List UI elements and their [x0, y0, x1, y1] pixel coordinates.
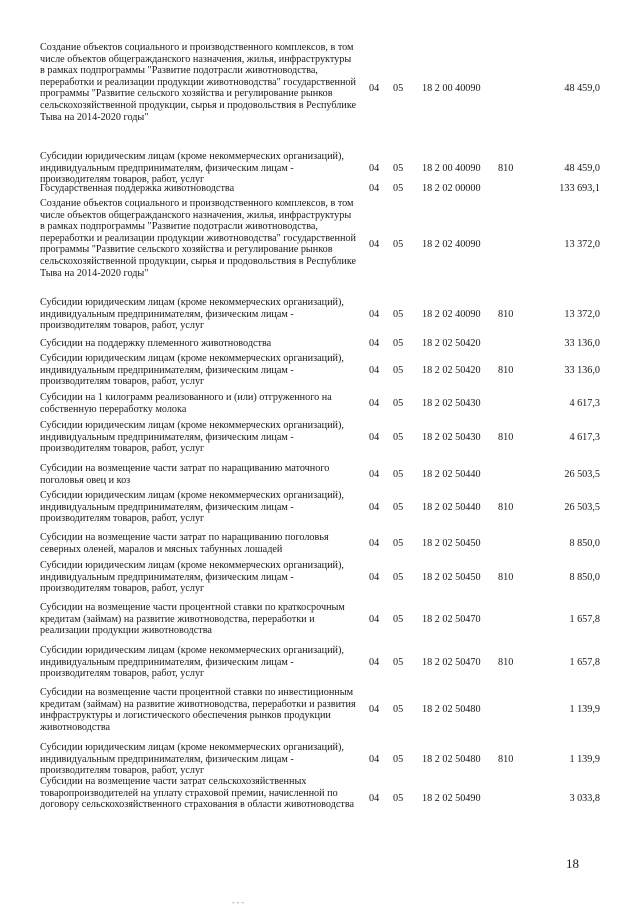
- section-code: 04: [369, 613, 380, 625]
- section-code: 04: [369, 82, 380, 94]
- target-item-code: 18 2 02 50430: [422, 397, 481, 409]
- target-item-code: 18 2 02 40090: [422, 308, 481, 320]
- row-name: Субсидии на возмещение части затрат по наращиванию поголовья северных оленей, маралов и мясных табунных лошадей: [40, 532, 329, 555]
- target-item-code: 18 2 02 50420: [422, 364, 481, 376]
- target-item-code: 18 2 02 50450: [422, 537, 481, 549]
- expense-type-code: 810: [498, 753, 514, 765]
- table-row: [0, 776, 640, 822]
- section-code: 04: [369, 183, 380, 194]
- table-row: [0, 687, 640, 733]
- amount: 1 139,9: [569, 753, 600, 765]
- table-row: [0, 151, 640, 186]
- subsection-code: 05: [393, 571, 404, 583]
- page-number: 18: [566, 856, 579, 871]
- expense-type-code: 810: [498, 162, 514, 174]
- amount: 13 372,0: [564, 308, 600, 320]
- target-item-code: 18 2 02 50470: [422, 613, 481, 625]
- subsection-code: 05: [393, 82, 404, 94]
- section-code: 04: [369, 431, 380, 443]
- amount: 26 503,5: [564, 468, 600, 480]
- section-code: 04: [369, 753, 380, 765]
- target-item-code: 18 2 00 40090: [422, 82, 481, 94]
- expense-type-code: 810: [498, 501, 514, 513]
- subsection-code: 05: [393, 238, 404, 250]
- amount: 133 693,1: [559, 183, 600, 194]
- amount: 4 617,3: [569, 431, 600, 443]
- section-code: 04: [369, 468, 380, 480]
- target-item-code: 18 2 02 50480: [422, 704, 481, 716]
- row-name: Субсидии на возмещение части затрат по наращиванию маточного поголовья овец и коз: [40, 463, 330, 486]
- amount: 1 657,8: [569, 613, 600, 625]
- target-item-code: 18 2 02 50430: [422, 431, 481, 443]
- amount: 1 139,9: [569, 704, 600, 716]
- target-item-code: 18 2 02 50440: [422, 468, 481, 480]
- subsection-code: 05: [393, 613, 404, 625]
- table-row: [0, 198, 640, 291]
- section-code: 04: [369, 308, 380, 320]
- amount: 48 459,0: [564, 162, 600, 174]
- subsection-code: 05: [393, 397, 404, 409]
- table-row: [0, 490, 640, 525]
- amount: 33 136,0: [564, 338, 600, 349]
- target-item-code: 18 2 02 50420: [422, 338, 481, 349]
- row-name: Субсидии юридическим лицам (кроме некоммерческих организаций), индивидуальным предпринимателям, физическим лицам - производителям товаров, работ, услуг: [40, 742, 344, 777]
- target-item-code: 18 2 02 00000: [422, 183, 481, 194]
- row-name: Субсидии юридическим лицам (кроме некоммерческих организаций), индивидуальным предпринимателям, физическим лицам - производителям товаров, работ, услуг: [40, 560, 344, 595]
- subsection-code: 05: [393, 501, 404, 513]
- section-code: 04: [369, 571, 380, 583]
- row-name: Субсидии юридическим лицам (кроме некоммерческих организаций), индивидуальным предпринимателям, физическим лицам - производителям товаров, работ, услуг: [40, 297, 344, 332]
- row-name: Субсидии юридическим лицам (кроме некоммерческих организаций), индивидуальным предпринимателям, физическим лицам - производителям товаров, работ, услуг: [40, 420, 344, 455]
- scan-mark: - - -: [232, 898, 244, 907]
- subsection-code: 05: [393, 793, 404, 805]
- row-name: Субсидии юридическим лицам (кроме некоммерческих организаций), индивидуальным предпринимателям, физическим лицам - производителям товаров, работ, услуг: [40, 490, 344, 525]
- table-row: [0, 532, 640, 555]
- amount: 1 657,8: [569, 656, 600, 668]
- section-code: 04: [369, 338, 380, 349]
- expense-type-code: 810: [498, 308, 514, 320]
- table-row: [0, 42, 640, 135]
- subsection-code: 05: [393, 431, 404, 443]
- subsection-code: 05: [393, 537, 404, 549]
- section-code: 04: [369, 704, 380, 716]
- subsection-code: 05: [393, 308, 404, 320]
- target-item-code: 18 2 02 50440: [422, 501, 481, 513]
- expense-type-code: 810: [498, 431, 514, 443]
- amount: 33 136,0: [564, 364, 600, 376]
- row-name: Создание объектов социального и производственного комплексов, в том числе объектов общегражданского назначения, жилья, инфраструктуры в рамках подпрограммы "Развитие подотрасли животноводства, переработки и реализации продукции животноводства" государственной программы "Развитие сельского хозяйства и регулирование рынков сельскохозяйственной продукции, сырья и продовольствия в Республике Тыва на 2014-2020 годы": [40, 42, 357, 123]
- table-row: [0, 392, 640, 415]
- row-name: Субсидии на возмещение части процентной ставки по инвестиционным кредитам (займам) на развитие животноводства, переработки и развития инфраструктуры и логистического обеспечения рынков продукции животноводства: [40, 687, 356, 733]
- subsection-code: 05: [393, 162, 404, 174]
- subsection-code: 05: [393, 704, 404, 716]
- amount: 26 503,5: [564, 501, 600, 513]
- row-name: Субсидии юридическим лицам (кроме некоммерческих организаций), индивидуальным предпринимателям, физическим лицам - производителям товаров, работ, услуг: [40, 151, 344, 186]
- row-name: Создание объектов социального и производственного комплексов, в том числе объектов общегражданского назначения, жилья, инфраструктуры в рамках подпрограммы "Развитие подотрасли животноводства, переработки и реализации продукции животноводства" государственной программы "Развитие сельского хозяйства и регулирование рынков сельскохозяйственной продукции, сырья и продовольствия в Республике Тыва на 2014-2020 годы": [40, 198, 357, 279]
- subsection-code: 05: [393, 338, 404, 349]
- table-row: [0, 602, 640, 637]
- amount: 3 033,8: [569, 793, 600, 805]
- target-item-code: 18 2 00 40090: [422, 162, 481, 174]
- amount: 8 850,0: [569, 571, 600, 583]
- table-row: [0, 183, 640, 195]
- section-code: 04: [369, 364, 380, 376]
- expense-type-code: 810: [498, 571, 514, 583]
- table-row: [0, 560, 640, 595]
- section-code: 04: [369, 501, 380, 513]
- table-row: [0, 297, 640, 332]
- row-name: Субсидии на возмещение части затрат сельскохозяйственных товаропроизводителей на уплату страховой премии, начисленной по договору сельскохозяйственного страхования в области животноводства: [40, 776, 355, 811]
- subsection-code: 05: [393, 753, 404, 765]
- table-row: [0, 353, 640, 388]
- amount: 13 372,0: [564, 238, 600, 250]
- table-row: [0, 645, 640, 680]
- row-name: Субсидии на возмещение части процентной ставки по краткосрочным кредитам (займам) на развитие животноводства, переработки и реализации продукции животноводства: [40, 602, 345, 637]
- section-code: 04: [369, 397, 380, 409]
- expense-type-code: 810: [498, 364, 514, 376]
- section-code: 04: [369, 793, 380, 805]
- section-code: 04: [369, 238, 380, 250]
- expense-type-code: 810: [498, 656, 514, 668]
- target-item-code: 18 2 02 50470: [422, 656, 481, 668]
- amount: 4 617,3: [569, 397, 600, 409]
- table-row: [0, 338, 640, 350]
- section-code: 04: [369, 537, 380, 549]
- row-name: Субсидии на 1 килограмм реализованного и (или) отгруженного на собственную переработку молока: [40, 392, 332, 415]
- table-row: [0, 420, 640, 455]
- row-name: Субсидии юридическим лицам (кроме некоммерческих организаций), индивидуальным предпринимателям, физическим лицам - производителям товаров, работ, услуг: [40, 353, 344, 388]
- target-item-code: 18 2 02 50490: [422, 793, 481, 805]
- subsection-code: 05: [393, 183, 404, 194]
- row-name: Государственная поддержка животноводства: [40, 183, 235, 194]
- section-code: 04: [369, 656, 380, 668]
- amount: 48 459,0: [564, 82, 600, 94]
- row-name: Субсидии юридическим лицам (кроме некоммерческих организаций), индивидуальным предпринимателям, физическим лицам - производителям товаров, работ, услуг: [40, 645, 344, 680]
- subsection-code: 05: [393, 656, 404, 668]
- subsection-code: 05: [393, 468, 404, 480]
- table-row: [0, 463, 640, 486]
- table-row: [0, 742, 640, 777]
- subsection-code: 05: [393, 364, 404, 376]
- section-code: 04: [369, 162, 380, 174]
- row-name: Субсидии на поддержку племенного животноводства: [40, 338, 272, 349]
- target-item-code: 18 2 02 50480: [422, 753, 481, 765]
- amount: 8 850,0: [569, 537, 600, 549]
- target-item-code: 18 2 02 40090: [422, 238, 481, 250]
- target-item-code: 18 2 02 50450: [422, 571, 481, 583]
